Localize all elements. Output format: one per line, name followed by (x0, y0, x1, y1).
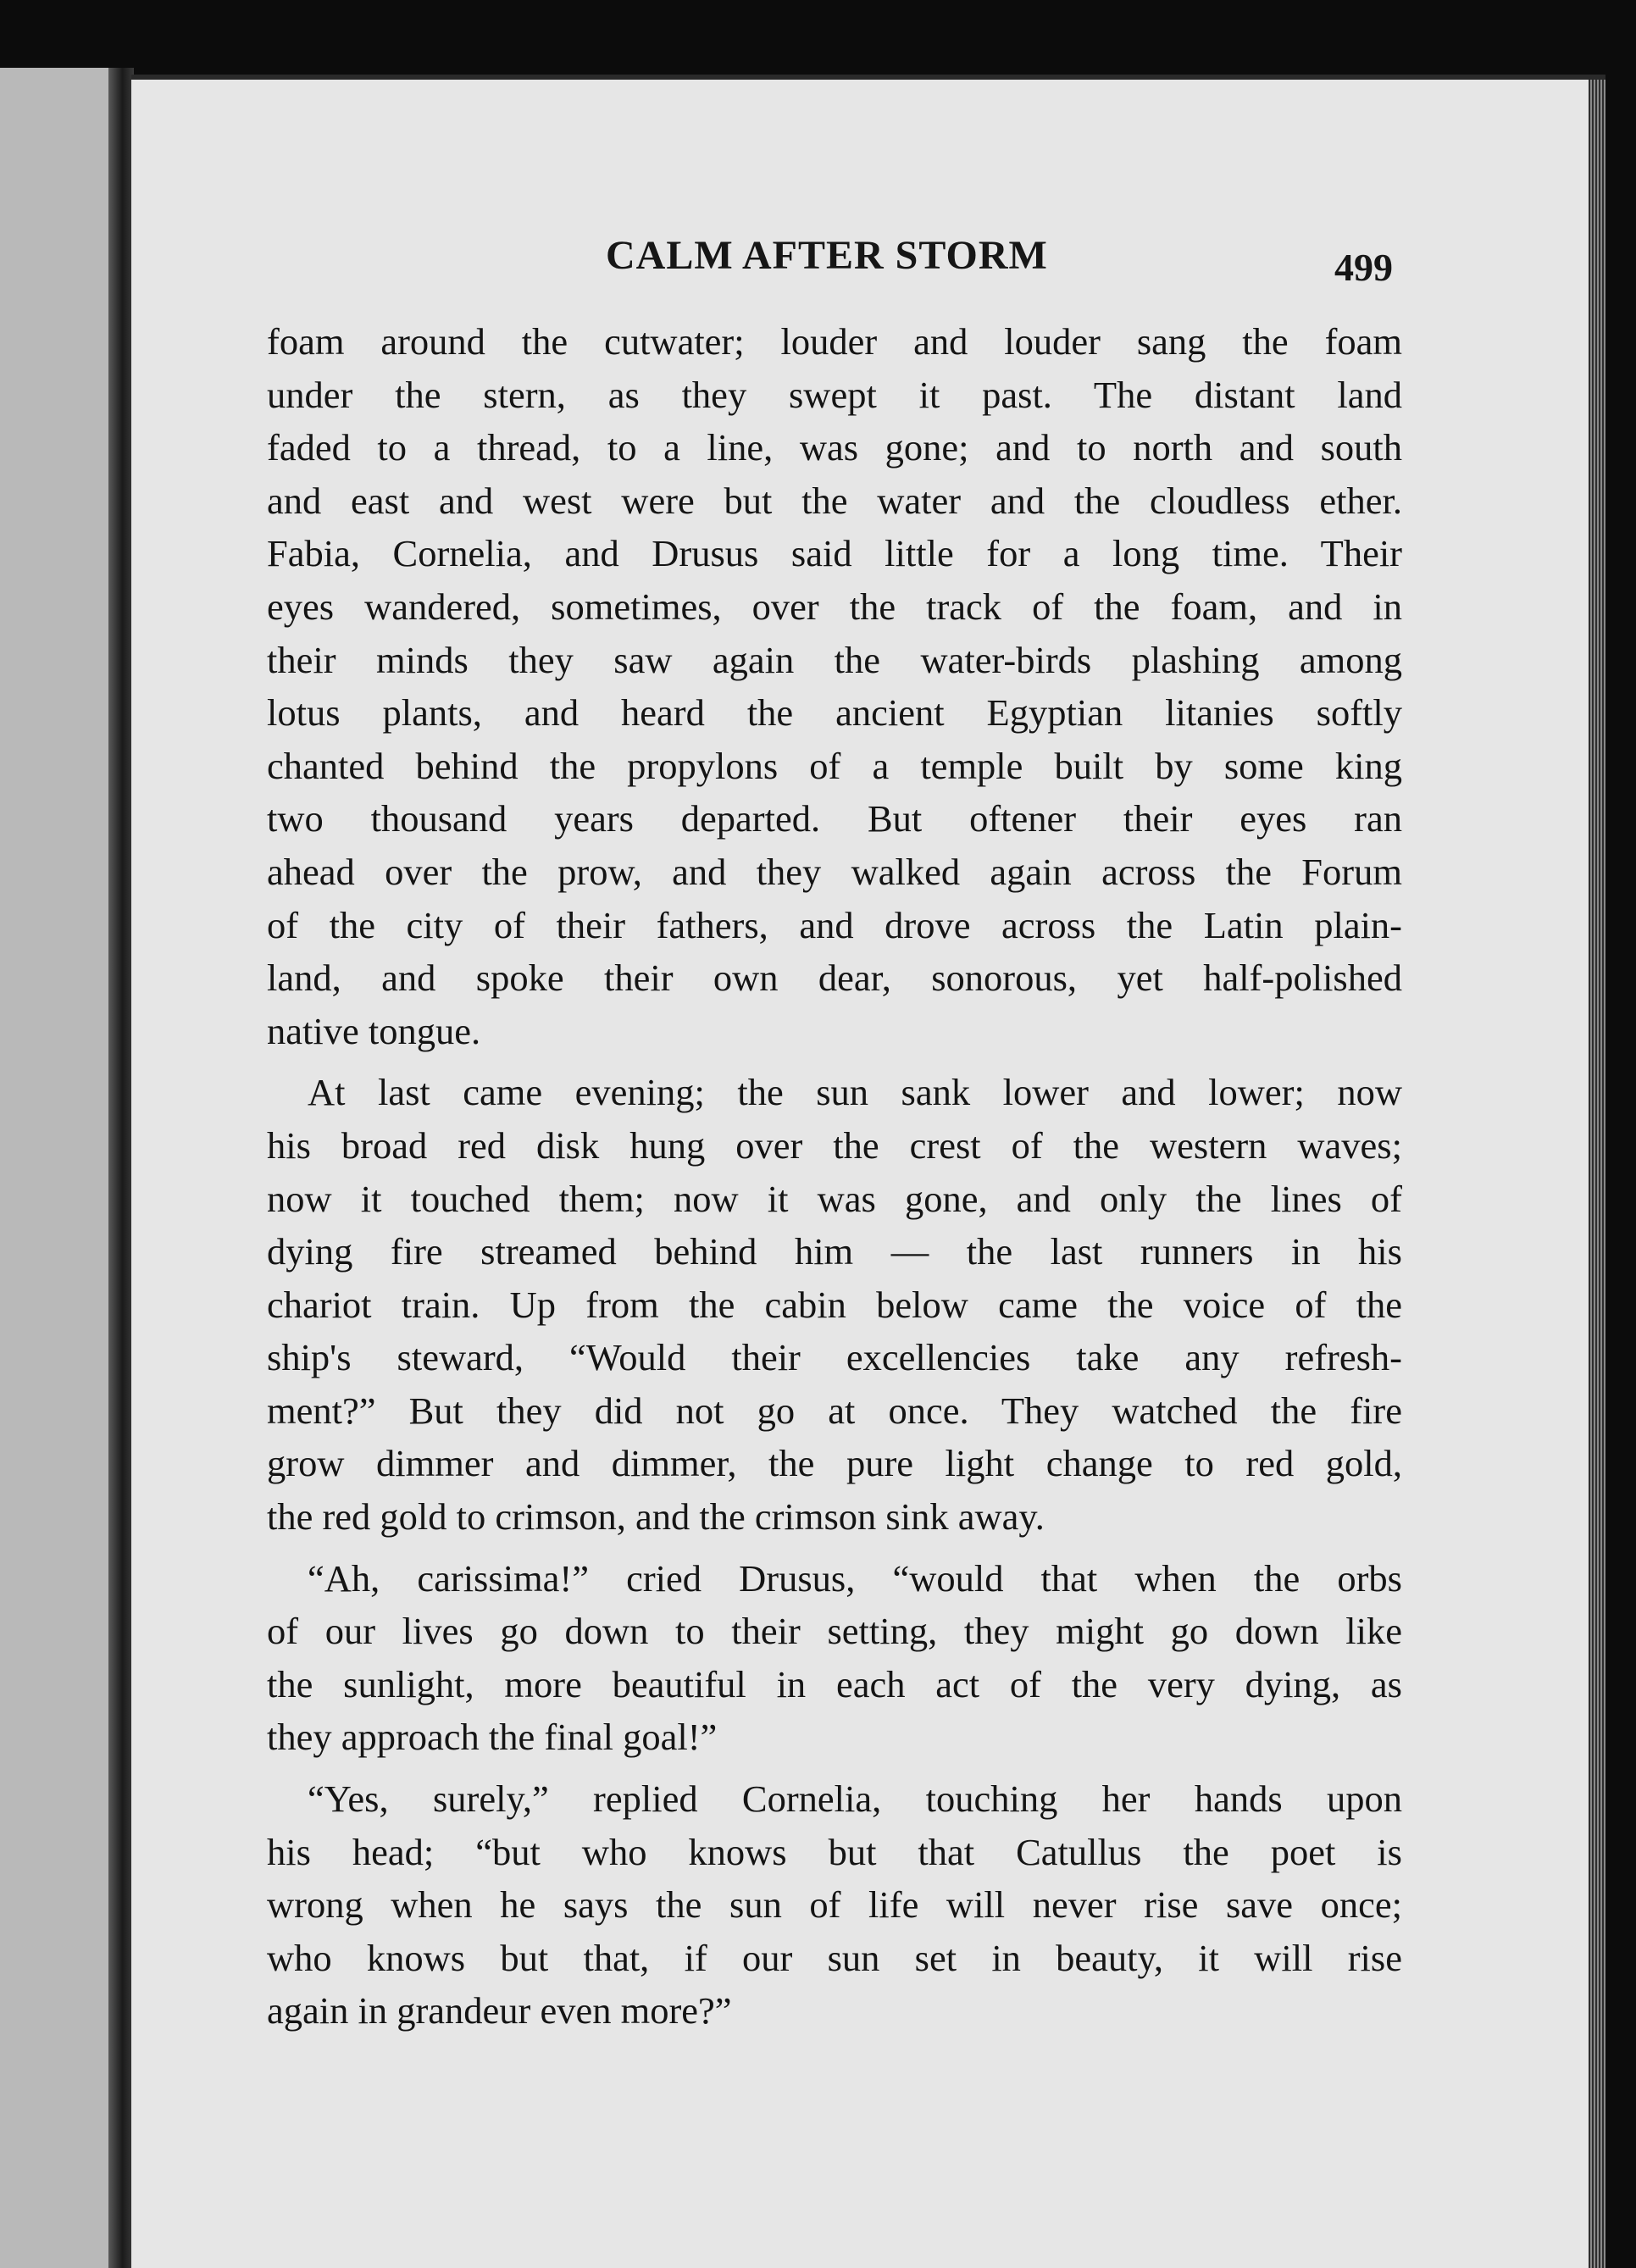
book-gutter (108, 68, 134, 2268)
text-line: now it touched them; now it was gone, and only the lines of (267, 1177, 1402, 1220)
running-title: CALM AFTER STORM (606, 233, 1048, 278)
page-fore-edge (1589, 80, 1605, 2268)
text-line: foam around the cutwater; louder and louder sang the foam (267, 320, 1402, 363)
text-line: they approach the final goal!” (267, 1716, 718, 1759)
book-page (131, 75, 1605, 2268)
text-line: ment?” But they did not go at once. They watched the fire (267, 1389, 1402, 1432)
text-line: native tongue. (267, 1009, 481, 1052)
text-line: who knows but that, if our sun set in beauty, it will rise (267, 1936, 1402, 1979)
text-line: two thousand years departed. But oftener their eyes ran (267, 797, 1402, 840)
text-line: chanted behind the propylons of a temple built by some king (267, 744, 1402, 787)
text-line: land, and spoke their own dear, sonorous, yet half-polished (267, 957, 1402, 1000)
text-line: the sunlight, more beautiful in each act of the very dying, as (267, 1662, 1402, 1705)
text-line: of the city of their fathers, and drove across the Latin plain- (267, 903, 1402, 946)
text-line: their minds they saw again the water-birds plashing among (267, 638, 1402, 681)
text-line: grow dimmer and dimmer, the pure light change to red gold, (267, 1442, 1402, 1485)
text-line: the red gold to crimson, and the crimson sink away. (267, 1495, 1045, 1539)
paragraph (267, 315, 1402, 1057)
text-line: his broad red disk hung over the crest of the western waves; (267, 1123, 1402, 1167)
text-line: ahead over the prow, and they walked again across the Forum (267, 850, 1402, 893)
page-number: 499 (1334, 246, 1393, 289)
text-line: wrong when he says the sun of life will never rise save once; (267, 1883, 1402, 1927)
text-line: Fabia, Cornelia, and Drusus said little for a long time. Their (267, 532, 1402, 575)
facing-page-edge (0, 68, 119, 2268)
text-line: “Yes, surely,” replied Cornelia, touching her hands upon (308, 1777, 1402, 1821)
text-line: his head; “but who knows but that Catullus the poet is (267, 1830, 1402, 1873)
text-line: eyes wandered, sometimes, over the track of the foam, and in (267, 585, 1402, 628)
text-line: lotus plants, and heard the ancient Egyptian litanies softly (267, 691, 1402, 735)
text-line: At last came evening; the sun sank lower and lower; now (308, 1071, 1402, 1114)
text-line: chariot train. Up from the cabin below came the voice of the (267, 1283, 1402, 1326)
text-line: faded to a thread, to a line, was gone; and to north and south (267, 426, 1402, 469)
text-line: and east and west were but the water and the cloudless ether. (267, 479, 1402, 522)
paragraph (267, 1066, 1402, 1543)
text-line: dying fire streamed behind him — the last runners in his (267, 1230, 1402, 1273)
paragraph (267, 1772, 1402, 2038)
text-line: ship's steward, “Would their excellencies take any refresh- (267, 1336, 1402, 1379)
text-line: again in grandeur even more?” (267, 1989, 732, 2032)
text-line: of our lives go down to their setting, they might go down like (267, 1610, 1402, 1653)
body-text (267, 315, 1402, 2038)
text-line: under the stern, as they swept it past. The distant land (267, 373, 1402, 416)
paragraph (267, 1552, 1402, 1764)
text-line: “Ah, carissima!” cried Drusus, “would that when the orbs (308, 1556, 1402, 1600)
